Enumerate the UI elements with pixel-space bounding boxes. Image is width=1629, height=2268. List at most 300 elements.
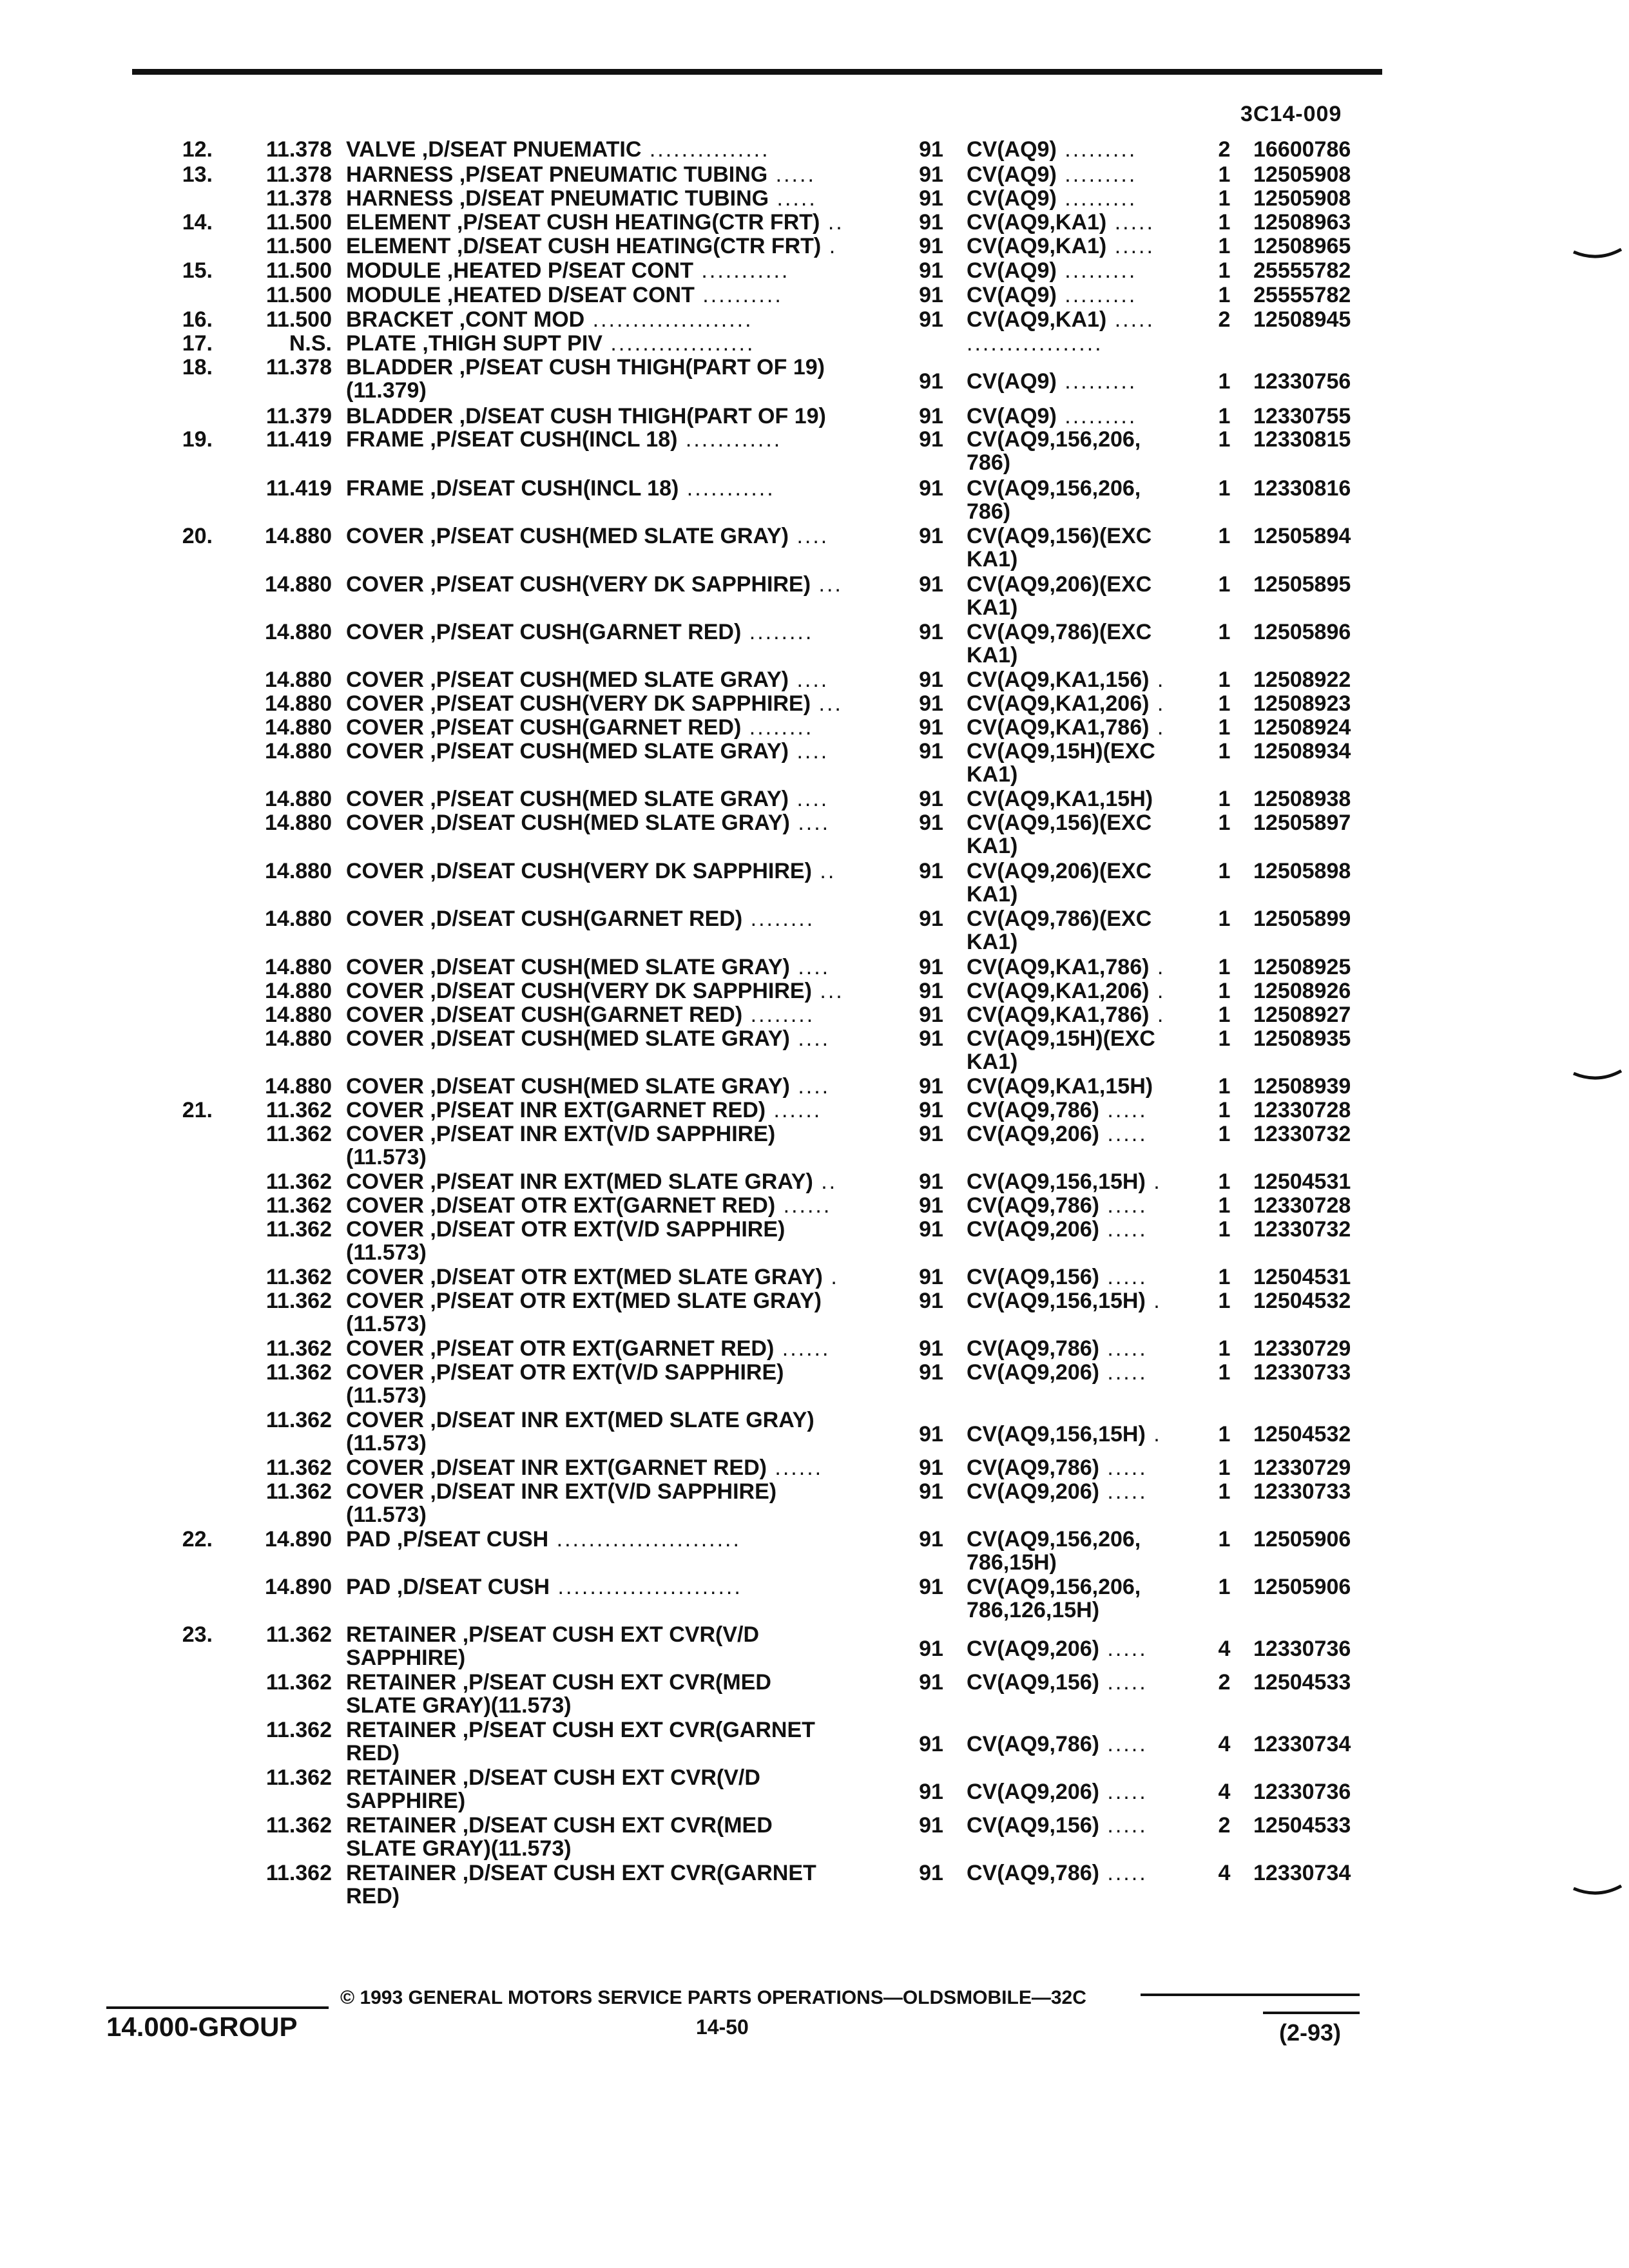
group-number: 11.362 — [265, 1622, 332, 1647]
model-year: 91 — [919, 955, 943, 979]
quantity: 2 — [1218, 1670, 1231, 1695]
usage-code — [967, 692, 1205, 715]
usage-text: CV(AQ9,KA1,156) — [967, 668, 1150, 691]
usage-text: CV(AQ9,KA1,206) — [967, 979, 1150, 1003]
usage-text: CV(AQ9,786) — [967, 1099, 1099, 1122]
dot-leader: .... — [789, 956, 831, 979]
part-description — [346, 1122, 887, 1169]
part-number: 12330736 — [1253, 1780, 1351, 1804]
dot-leader: . — [1149, 716, 1166, 739]
quantity: 1 — [1218, 668, 1231, 692]
usage-code — [967, 163, 1205, 186]
model-year: 91 — [919, 1637, 943, 1661]
quantity: 1 — [1218, 739, 1231, 764]
model-year: 91 — [919, 137, 943, 162]
part-number: 12508939 — [1253, 1074, 1351, 1099]
quantity: 1 — [1218, 1456, 1231, 1480]
usage-code — [967, 235, 1205, 258]
description-text: COVER ,D/SEAT CUSH(GARNET RED) — [346, 1003, 743, 1026]
part-description — [346, 1766, 887, 1812]
dot-leader: ..... — [1099, 1480, 1148, 1503]
description-text: COVER ,P/SEAT CUSH(VERY DK SAPPHIRE) — [346, 573, 811, 596]
quantity: 1 — [1218, 1336, 1231, 1361]
dot-leader: .... — [789, 524, 829, 548]
part-number: 12505898 — [1253, 859, 1351, 883]
model-year: 91 — [919, 1479, 943, 1504]
usage-code — [967, 668, 1205, 691]
group-number: 11.378 — [265, 162, 332, 187]
usage-code — [967, 477, 1205, 523]
model-year: 91 — [919, 1289, 943, 1313]
part-number: 12505896 — [1253, 620, 1351, 644]
usage-code — [967, 332, 1205, 355]
quantity: 1 — [1218, 1098, 1231, 1122]
model-year: 91 — [919, 572, 943, 597]
description-text: ELEMENT ,P/SEAT CUSH HEATING(CTR FRT) — [346, 211, 820, 234]
description-text: COVER ,P/SEAT CUSH(MED SLATE GRAY) — [346, 668, 789, 691]
model-year: 91 — [919, 524, 943, 548]
part-description — [346, 907, 887, 930]
part-number: 12330728 — [1253, 1193, 1351, 1218]
dot-leader: ......... — [1056, 370, 1137, 393]
dot-leader: . — [1145, 1170, 1162, 1193]
model-year: 91 — [919, 1026, 943, 1051]
part-number: 12508923 — [1253, 691, 1351, 716]
model-year: 91 — [919, 979, 943, 1003]
model-year: 91 — [919, 1265, 943, 1289]
dot-leader: ....................... — [550, 1575, 742, 1599]
dot-leader: ..... — [769, 187, 817, 210]
group-number: 11.362 — [265, 1670, 332, 1695]
description-text: COVER ,D/SEAT INR EXT(MED SLATE GRAY) (11.573) — [346, 1408, 815, 1455]
description-text: COVER ,D/SEAT OTR EXT(GARNET RED) — [346, 1194, 776, 1217]
part-number: 12330732 — [1253, 1122, 1351, 1146]
part-description — [346, 1337, 887, 1360]
part-description — [346, 1861, 887, 1908]
group-number: 11.362 — [265, 1122, 332, 1146]
usage-code — [967, 1218, 1205, 1241]
part-description — [346, 1456, 887, 1479]
usage-text: CV(AQ9,206) — [967, 1480, 1099, 1503]
model-year: 91 — [919, 715, 943, 740]
dot-leader: .......... — [694, 284, 783, 307]
group-number: 11.419 — [265, 427, 332, 452]
part-description — [346, 1099, 887, 1122]
part-number: 12505906 — [1253, 1527, 1351, 1552]
part-description — [346, 860, 887, 883]
usage-text: CV(AQ9,206)(EXC KA1) — [967, 860, 1152, 906]
part-description — [346, 1361, 887, 1407]
usage-text: CV(AQ9) — [967, 405, 1057, 428]
part-description — [346, 1480, 887, 1526]
usage-code — [967, 259, 1205, 282]
part-description — [346, 1170, 887, 1193]
description-text: COVER ,P/SEAT OTR EXT(GARNET RED) — [346, 1337, 775, 1360]
part-number: 12505908 — [1253, 186, 1351, 211]
dot-leader: ......... — [1056, 138, 1137, 161]
model-year: 91 — [919, 1575, 943, 1599]
usage-code — [967, 1337, 1205, 1360]
usage-code — [967, 405, 1205, 428]
part-description — [346, 405, 887, 428]
part-description — [346, 187, 887, 210]
dot-leader: ..... — [1099, 1671, 1148, 1694]
description-text: COVER ,D/SEAT CUSH(MED SLATE GRAY) — [346, 956, 790, 979]
description-text: COVER ,D/SEAT CUSH(MED SLATE GRAY) — [346, 1027, 790, 1050]
part-description — [346, 1408, 887, 1455]
usage-code — [967, 1027, 1205, 1073]
part-description — [346, 138, 887, 161]
quantity: 1 — [1218, 404, 1231, 428]
usage-text: CV(AQ9,786) — [967, 1456, 1099, 1479]
group-number: 14.890 — [265, 1575, 332, 1599]
group-number: 14.880 — [265, 955, 332, 979]
quantity: 1 — [1218, 1575, 1231, 1599]
group-number: 14.880 — [265, 1074, 332, 1099]
group-number: 14.880 — [265, 787, 332, 811]
model-year: 91 — [919, 668, 943, 692]
usage-code — [967, 1733, 1205, 1756]
group-number: 14.880 — [265, 715, 332, 740]
usage-text: CV(AQ9) — [967, 259, 1057, 282]
part-number: 12508934 — [1253, 739, 1351, 764]
quantity: 1 — [1218, 1422, 1231, 1446]
quantity: 1 — [1218, 1003, 1231, 1027]
part-description — [346, 1814, 887, 1860]
usage-code — [967, 1637, 1205, 1660]
usage-code — [967, 1075, 1205, 1098]
group-number: 11.362 — [265, 1289, 332, 1313]
usage-text: CV(AQ9,KA1,786) — [967, 1003, 1150, 1026]
model-year: 91 — [919, 162, 943, 187]
dot-leader: ....................... — [548, 1528, 741, 1551]
part-number: 12508963 — [1253, 210, 1351, 235]
description-text: RETAINER ,D/SEAT CUSH EXT CVR(MED SLATE GRAY)(11.573) — [346, 1814, 773, 1860]
model-year: 91 — [919, 1670, 943, 1695]
usage-text: CV(AQ9,156) — [967, 1671, 1099, 1694]
group-number: 11.362 — [265, 1193, 332, 1218]
usage-text: CV(AQ9,156,206, 786) — [967, 477, 1141, 523]
description-text: RETAINER ,P/SEAT CUSH EXT CVR(MED SLATE GRAY)(11.573) — [346, 1671, 771, 1717]
usage-code — [967, 1003, 1205, 1026]
dot-leader: .... — [789, 1027, 831, 1050]
group-number: 11.362 — [265, 1861, 332, 1885]
quantity: 2 — [1218, 137, 1231, 162]
usage-code — [967, 308, 1205, 331]
dot-leader: ..... — [1106, 235, 1155, 258]
description-text: BLADDER ,P/SEAT CUSH THIGH(PART OF 19) (11.379) — [346, 356, 825, 402]
dot-leader: ........ — [741, 716, 814, 739]
group-number: 14.880 — [265, 739, 332, 764]
quantity: 2 — [1218, 307, 1231, 332]
part-description — [346, 1027, 887, 1050]
description-text: COVER ,P/SEAT CUSH(VERY DK SAPPHIRE) — [346, 692, 811, 715]
usage-code — [967, 284, 1205, 307]
quantity: 1 — [1218, 369, 1231, 394]
group-number: 11.362 — [265, 1456, 332, 1480]
model-year: 91 — [919, 1336, 943, 1361]
description-text: HARNESS ,D/SEAT PNEUMATIC TUBING — [346, 187, 769, 210]
description-text: COVER ,D/SEAT OTR EXT(MED SLATE GRAY) — [346, 1265, 823, 1289]
quantity: 1 — [1218, 907, 1231, 931]
footer-group: 14.000-GROUP — [106, 2012, 298, 2042]
dot-leader: . — [1149, 692, 1166, 715]
part-number: 12330756 — [1253, 369, 1351, 394]
group-number: 14.880 — [265, 572, 332, 597]
usage-code — [967, 1423, 1205, 1446]
usage-code — [967, 1861, 1205, 1885]
model-year: 91 — [919, 1527, 943, 1552]
description-text: COVER ,P/SEAT INR EXT(MED SLATE GRAY) — [346, 1170, 813, 1193]
dot-leader: ..... — [1099, 1861, 1148, 1885]
usage-code — [967, 1480, 1205, 1503]
dot-leader: ........ — [742, 907, 815, 930]
quantity: 1 — [1218, 1360, 1231, 1385]
part-description — [346, 1003, 887, 1026]
dot-leader: ..... — [1099, 1361, 1148, 1384]
dot-leader: . — [822, 1265, 839, 1289]
part-description — [346, 1265, 887, 1289]
usage-code — [967, 1099, 1205, 1122]
part-number: 12330732 — [1253, 1217, 1351, 1242]
model-year: 91 — [919, 859, 943, 883]
quantity: 1 — [1218, 1479, 1231, 1504]
group-number: 11.500 — [265, 234, 332, 258]
group-number: 11.362 — [265, 1098, 332, 1122]
item-number: 23. — [182, 1622, 213, 1647]
part-number: 12330729 — [1253, 1336, 1351, 1361]
model-year: 91 — [919, 1003, 943, 1027]
description-text: COVER ,D/SEAT CUSH(GARNET RED) — [346, 907, 743, 930]
quantity: 1 — [1218, 234, 1231, 258]
usage-text: CV(AQ9,KA1) — [967, 308, 1107, 331]
model-year: 91 — [919, 1217, 943, 1242]
dot-leader: . — [1145, 1423, 1162, 1446]
quantity: 1 — [1218, 787, 1231, 811]
quantity: 1 — [1218, 620, 1231, 644]
group-number: 14.880 — [265, 859, 332, 883]
dot-leader: .................... — [584, 308, 753, 331]
group-number: 11.419 — [265, 476, 332, 501]
dot-leader: .... — [789, 787, 829, 811]
usage-code — [967, 1528, 1205, 1574]
quantity: 1 — [1218, 715, 1231, 740]
usage-text: CV(AQ9,156,206, 786,15H) — [967, 1528, 1141, 1574]
item-number: 18. — [182, 355, 213, 380]
usage-text: CV(AQ9,786) — [967, 1733, 1099, 1756]
description-text: RETAINER ,D/SEAT CUSH EXT CVR(V/D SAPPHIRE) — [346, 1766, 760, 1812]
model-year: 91 — [919, 620, 943, 644]
usage-text: CV(AQ9,786)(EXC KA1) — [967, 907, 1152, 954]
model-year: 91 — [919, 787, 943, 811]
group-number: 14.880 — [265, 1003, 332, 1027]
quantity: 1 — [1218, 476, 1231, 501]
dot-leader: .... — [789, 1075, 831, 1098]
usage-code — [967, 370, 1205, 393]
model-year: 91 — [919, 1169, 943, 1194]
description-text: FRAME ,P/SEAT CUSH(INCL 18) — [346, 428, 678, 451]
quantity: 1 — [1218, 811, 1231, 835]
part-number: 12508925 — [1253, 955, 1351, 979]
part-number: 12330733 — [1253, 1479, 1351, 1504]
part-number: 12330733 — [1253, 1360, 1351, 1385]
usage-code — [967, 1814, 1205, 1837]
usage-code — [967, 956, 1205, 979]
part-description — [346, 163, 887, 186]
model-year: 91 — [919, 739, 943, 764]
usage-text: CV(AQ9,156)(EXC KA1) — [967, 811, 1152, 858]
part-description — [346, 1671, 887, 1717]
page-code: 3C14-009 — [1240, 102, 1342, 126]
description-text: COVER ,D/SEAT INR EXT(V/D SAPPHIRE) (11.573) — [346, 1480, 777, 1526]
dot-leader: ..... — [1106, 308, 1155, 331]
quantity: 4 — [1218, 1732, 1231, 1756]
usage-code — [967, 573, 1205, 619]
dot-leader: . — [821, 235, 838, 258]
usage-code — [967, 1170, 1205, 1193]
usage-code — [967, 138, 1205, 161]
usage-text: CV(AQ9,206)(EXC KA1) — [967, 573, 1152, 619]
part-number: 12330728 — [1253, 1098, 1351, 1122]
usage-text: CV(AQ9) — [967, 284, 1057, 307]
dot-leader: ..... — [1099, 1265, 1148, 1289]
footer-rule-date — [1263, 2012, 1360, 2014]
dot-leader: . — [1149, 979, 1166, 1003]
part-description — [346, 259, 887, 282]
group-number: 11.379 — [265, 404, 332, 428]
model-year: 91 — [919, 369, 943, 394]
usage-text: CV(AQ9,156) — [967, 1265, 1099, 1289]
dot-leader: .. — [813, 1170, 838, 1193]
item-number: 15. — [182, 258, 213, 283]
dot-leader: .. — [820, 211, 844, 234]
usage-text: CV(AQ9,156,206, 786) — [967, 428, 1141, 474]
usage-code — [967, 1575, 1205, 1622]
model-year: 91 — [919, 811, 943, 835]
usage-text: CV(AQ9,206) — [967, 1780, 1099, 1803]
part-number: 12508924 — [1253, 715, 1351, 740]
binder-hole-mark — [1572, 1070, 1623, 1084]
group-number: 14.880 — [265, 691, 332, 716]
model-year: 91 — [919, 1422, 943, 1446]
description-text: COVER ,D/SEAT CUSH(VERY DK SAPPHIRE) — [346, 860, 812, 883]
quantity: 4 — [1218, 1780, 1231, 1804]
model-year: 91 — [919, 307, 943, 332]
part-description — [346, 668, 887, 691]
group-number: 14.880 — [265, 620, 332, 644]
part-number: 12505897 — [1253, 811, 1351, 835]
group-number: 14.880 — [265, 979, 332, 1003]
model-year: 91 — [919, 1813, 943, 1838]
usage-text: CV(AQ9,786) — [967, 1861, 1099, 1885]
dot-leader: ...... — [766, 1099, 822, 1122]
usage-text: CV(AQ9,KA1,786) — [967, 956, 1150, 979]
part-description — [346, 308, 887, 331]
item-number: 17. — [182, 331, 213, 356]
model-year: 91 — [919, 186, 943, 211]
usage-code — [967, 811, 1205, 858]
group-number: 11.362 — [265, 1360, 332, 1385]
binder-hole-mark — [1572, 1885, 1623, 1899]
usage-code — [967, 907, 1205, 954]
dot-leader: ..... — [1106, 211, 1155, 234]
quantity: 4 — [1218, 1861, 1231, 1885]
usage-text: CV(AQ9,KA1) — [967, 235, 1107, 258]
description-text: COVER ,P/SEAT OTR EXT(MED SLATE GRAY) (11.573) — [346, 1289, 822, 1336]
quantity: 1 — [1218, 210, 1231, 235]
description-text: COVER ,P/SEAT CUSH(GARNET RED) — [346, 620, 742, 644]
description-text: COVER ,P/SEAT CUSH(GARNET RED) — [346, 716, 742, 739]
dot-leader: ..... — [1099, 1218, 1148, 1241]
usage-text: CV(AQ9,156)(EXC KA1) — [967, 524, 1152, 571]
part-number: 12504532 — [1253, 1289, 1351, 1313]
part-description — [346, 284, 887, 307]
quantity: 1 — [1218, 1169, 1231, 1194]
dot-leader: ..... — [1099, 1194, 1148, 1217]
dot-leader: ..... — [1099, 1637, 1148, 1660]
usage-code — [967, 860, 1205, 906]
model-year: 91 — [919, 234, 943, 258]
quantity: 1 — [1218, 1527, 1231, 1552]
description-text: RETAINER ,P/SEAT CUSH EXT CVR(V/D SAPPHIRE) — [346, 1623, 760, 1669]
usage-code — [967, 979, 1205, 1003]
dot-leader: . — [1149, 1003, 1166, 1026]
dot-leader: .. — [811, 860, 836, 883]
part-number: 12508926 — [1253, 979, 1351, 1003]
part-number: 12505894 — [1253, 524, 1351, 548]
model-year: 91 — [919, 1861, 943, 1885]
usage-code — [967, 428, 1205, 474]
usage-text: CV(AQ9) — [967, 163, 1057, 186]
part-description — [346, 573, 887, 596]
quantity: 1 — [1218, 955, 1231, 979]
model-year: 91 — [919, 1456, 943, 1480]
quantity: 1 — [1218, 427, 1231, 452]
usage-text: CV(AQ9,156,15H) — [967, 1289, 1146, 1312]
group-number: 14.880 — [265, 668, 332, 692]
group-number: 11.362 — [265, 1217, 332, 1242]
usage-text: CV(AQ9,786) — [967, 1194, 1099, 1217]
part-description — [346, 428, 887, 451]
dot-leader: ..... — [1099, 1814, 1148, 1837]
usage-code — [967, 1289, 1205, 1312]
item-number: 14. — [182, 210, 213, 235]
dot-leader: ......... — [1056, 405, 1137, 428]
part-number: 12330815 — [1253, 427, 1351, 452]
usage-text: CV(AQ9,KA1,15H) — [967, 1075, 1153, 1098]
part-number: 12504532 — [1253, 1422, 1351, 1446]
part-number: 12508945 — [1253, 307, 1351, 332]
quantity: 1 — [1218, 1122, 1231, 1146]
part-description — [346, 811, 887, 834]
group-number: 14.880 — [265, 524, 332, 548]
model-year: 91 — [919, 1098, 943, 1122]
dot-leader: ...... — [775, 1194, 832, 1217]
dot-leader: ......... — [1056, 284, 1137, 307]
description-text: COVER ,D/SEAT INR EXT(GARNET RED) — [346, 1456, 767, 1479]
model-year: 91 — [919, 1074, 943, 1099]
description-text: PLATE ,THIGH SUPT PIV — [346, 332, 602, 355]
quantity: 1 — [1218, 979, 1231, 1003]
group-number: 11.500 — [265, 307, 332, 332]
part-description — [346, 356, 887, 402]
usage-text: CV(AQ9,156,15H) — [967, 1170, 1146, 1193]
part-number: 12508935 — [1253, 1026, 1351, 1051]
model-year: 91 — [919, 1732, 943, 1756]
description-text: VALVE ,D/SEAT PNUEMATIC — [346, 138, 642, 161]
usage-code — [967, 1265, 1205, 1289]
part-number: 12508922 — [1253, 668, 1351, 692]
